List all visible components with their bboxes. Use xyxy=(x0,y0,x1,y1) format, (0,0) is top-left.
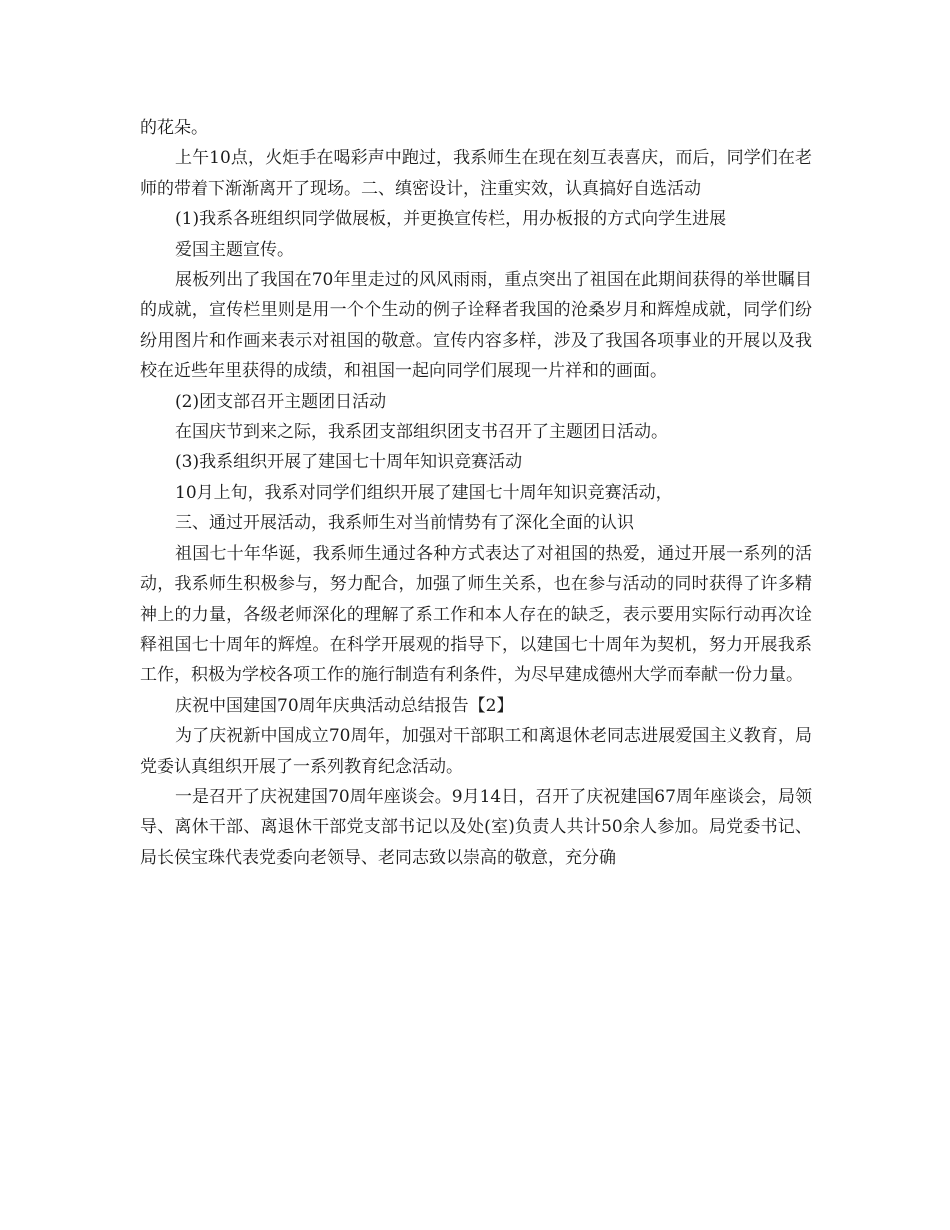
paragraph-torch-relay: 上午10点，火炬手在喝彩声中跑过，我系师生在现在刻互表喜庆，而后，同学们在老师的带着下渐渐离开了现场。二、缜密设计，注重实效，认真搞好自选活动 xyxy=(140,148,812,199)
paragraph-league-day: 在国庆节到来之际，我系团支部组织团支书召开了主题团日活动。 xyxy=(175,422,668,443)
item-1-heading: (1)我系各班组织同学做展板，并更换宣传栏，用办板报的方式向学生进展 xyxy=(175,209,727,230)
item-1-heading-continued: 爱国主题宣传。 xyxy=(175,239,294,260)
report-2-title: 庆祝中国建国70周年庆典活动总结报告【2】 xyxy=(175,695,514,716)
item-2-heading: (2)团支部召开主题团日活动 xyxy=(175,391,387,412)
paragraph-anniversary-summary: 祖国七十年华诞，我系师生通过各种方式表达了对祖国的热爱，通过开展一系列的活动，我系师生积极参与，努力配合，加强了师生关系，也在参与活动的同时获得了许多精神上的力量，各级老师深化的理解了系工作和本人存在的缺乏，表示要用实际行动再次诠释祖国七十周年的辉煌。在科学开展观的指导下，以建国七十周年为契机，努力开展我系工作，积极为学校各项工作的施行制造有利条件，为尽早建成德州大学而奉献一份力量。 xyxy=(140,543,812,686)
section-3-heading: 三、通过开展活动，我系师生对当前情势有了深化全面的认识 xyxy=(175,513,634,534)
paragraph-knowledge-contest: 10月上旬，我系对同学们组织开展了建国七十周年知识竞赛活动， xyxy=(175,482,673,503)
paragraph-exhibition-boards: 展板列出了我国在70年里走过的风风雨雨，重点突出了祖国在此期间获得的举世瞩目的成就，宣传栏里则是用一个个生动的例子诠释者我国的沧桑岁月和辉煌成就，同学们纷纷用图片和作画来表示对祖国的敬意。宣传内容多样，涉及了我国各项事业的开展以及我校在近些年里获得的成绩，和祖国一起向同学们展现一片祥和的画面。 xyxy=(140,270,812,382)
document-body xyxy=(140,113,812,873)
item-3-heading: (3)我系组织开展了建国七十周年知识竞赛活动 xyxy=(175,452,523,473)
paragraph-continuation: 的花朵。 xyxy=(140,118,208,138)
paragraph-symposium: 一是召开了庆祝建国70周年座谈会。9月14日，召开了庆祝建国67周年座谈会，局领导、离休干部、离退休干部党支部书记以及处(室)负责人共计50余人参加。局党委书记、局长侯宝珠代表党委向老领导、老同志致以崇高的敬意，充分确 xyxy=(140,786,812,868)
paragraph-report-2-intro: 为了庆祝新中国成立70周年，加强对干部职工和离退休老同志进展爱国主义教育，局党委认真组织开展了一系列教育纪念活动。 xyxy=(140,726,812,777)
